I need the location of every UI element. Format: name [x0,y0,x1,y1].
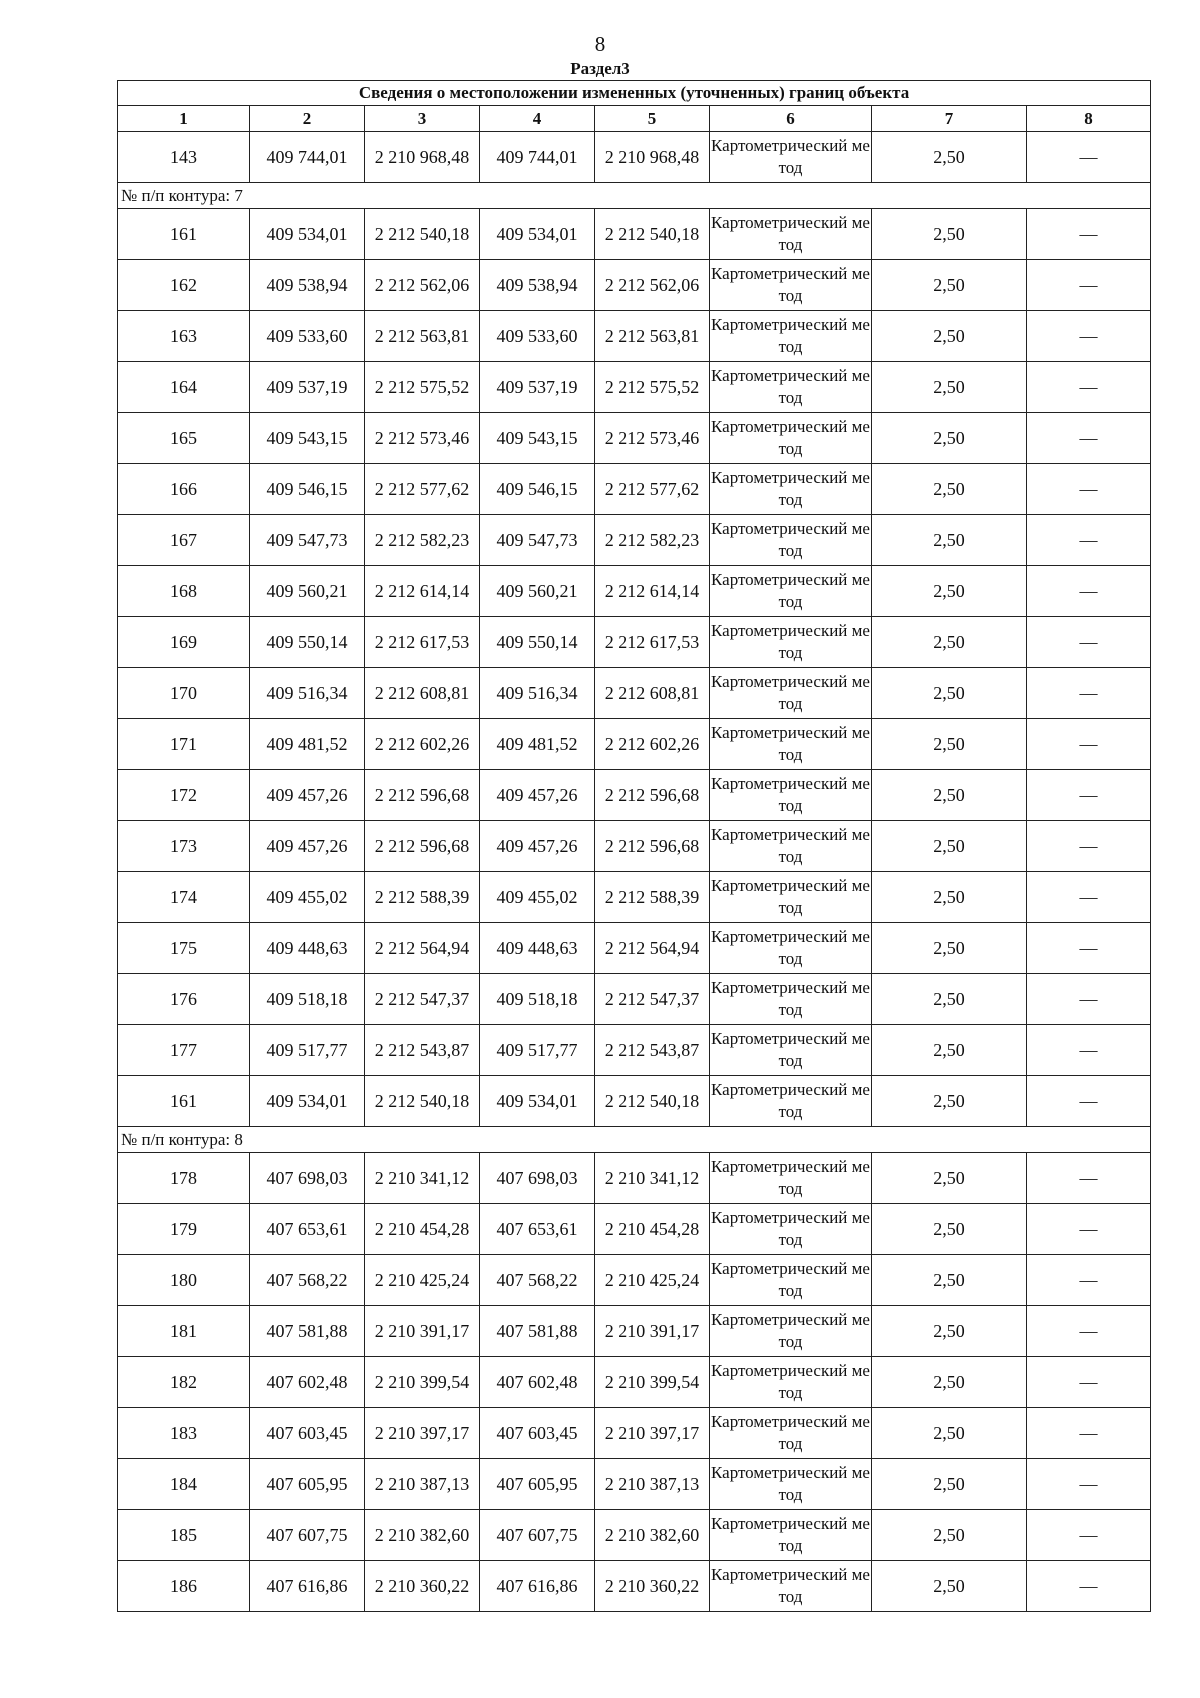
accuracy-cell: 2,50 [872,617,1027,668]
point-number-cell: 168 [118,566,250,617]
existing-y-cell: 2 210 387,13 [365,1459,480,1510]
table-row [118,1025,1151,1076]
method-cell: Картометрический метод [710,1306,872,1357]
accuracy-cell: 2,50 [872,413,1027,464]
note-cell: — [1027,923,1151,974]
existing-x-cell: 409 533,60 [250,311,365,362]
refined-x-cell: 407 616,86 [480,1561,595,1612]
note-cell: — [1027,1408,1151,1459]
method-cell: Картометрический метод [710,1025,872,1076]
accuracy-cell: 2,50 [872,1561,1027,1612]
note-cell: — [1027,132,1151,183]
note-cell: — [1027,1255,1151,1306]
existing-x-cell: 407 607,75 [250,1510,365,1561]
refined-y-cell: 2 210 968,48 [595,132,710,183]
note-cell: — [1027,515,1151,566]
point-number-cell: 181 [118,1306,250,1357]
existing-y-cell: 2 210 382,60 [365,1510,480,1561]
note-cell: — [1027,872,1151,923]
method-cell: Картометрический метод [710,260,872,311]
refined-y-cell: 2 212 588,39 [595,872,710,923]
point-number-cell: 179 [118,1204,250,1255]
refined-y-cell: 2 212 602,26 [595,719,710,770]
table-row [118,1153,1151,1204]
method-cell: Картометрический метод [710,1561,872,1612]
existing-x-cell: 407 605,95 [250,1459,365,1510]
existing-y-cell: 2 212 596,68 [365,821,480,872]
refined-x-cell: 409 448,63 [480,923,595,974]
refined-x-cell: 409 516,34 [480,668,595,719]
existing-y-cell: 2 212 614,14 [365,566,480,617]
point-number-cell: 163 [118,311,250,362]
method-cell: Картометрический метод [710,923,872,974]
point-number-cell: 164 [118,362,250,413]
note-cell: — [1027,1025,1151,1076]
refined-y-cell: 2 212 540,18 [595,209,710,260]
point-number-cell: 178 [118,1153,250,1204]
refined-x-cell: 409 547,73 [480,515,595,566]
refined-x-cell: 409 543,15 [480,413,595,464]
point-number-cell: 166 [118,464,250,515]
point-number-cell: 161 [118,1076,250,1127]
column-number-row [118,106,1151,132]
table-row [118,1510,1151,1561]
refined-x-cell: 409 560,21 [480,566,595,617]
contour-label-row [118,1127,1151,1153]
accuracy-cell: 2,50 [872,1204,1027,1255]
accuracy-cell: 2,50 [872,719,1027,770]
existing-x-cell: 407 653,61 [250,1204,365,1255]
point-number-cell: 143 [118,132,250,183]
table-row [118,821,1151,872]
refined-x-cell: 407 607,75 [480,1510,595,1561]
accuracy-cell: 2,50 [872,974,1027,1025]
existing-x-cell: 409 455,02 [250,872,365,923]
refined-x-cell: 409 537,19 [480,362,595,413]
existing-x-cell: 407 568,22 [250,1255,365,1306]
method-cell: Картометрический метод [710,515,872,566]
accuracy-cell: 2,50 [872,1459,1027,1510]
method-cell: Картометрический метод [710,1076,872,1127]
page-number: 8 [594,32,606,56]
refined-y-cell: 2 212 573,46 [595,413,710,464]
column-number-7: 7 [872,106,1027,132]
point-number-cell: 167 [118,515,250,566]
point-number-cell: 184 [118,1459,250,1510]
note-cell: — [1027,1076,1151,1127]
accuracy-cell: 2,50 [872,209,1027,260]
note-cell: — [1027,464,1151,515]
accuracy-cell: 2,50 [872,515,1027,566]
point-number-cell: 174 [118,872,250,923]
existing-x-cell: 409 516,34 [250,668,365,719]
table-body [118,132,1151,1612]
existing-y-cell: 2 210 454,28 [365,1204,480,1255]
table-row [118,1459,1151,1510]
note-cell: — [1027,566,1151,617]
method-cell: Картометрический метод [710,1255,872,1306]
table-row [118,1255,1151,1306]
existing-x-cell: 407 698,03 [250,1153,365,1204]
existing-y-cell: 2 210 397,17 [365,1408,480,1459]
existing-y-cell: 2 212 543,87 [365,1025,480,1076]
method-cell: Картометрический метод [710,974,872,1025]
note-cell: — [1027,1357,1151,1408]
method-cell: Картометрический метод [710,209,872,260]
table-row [118,923,1151,974]
refined-y-cell: 2 212 562,06 [595,260,710,311]
method-cell: Картометрический метод [710,1459,872,1510]
column-number-4: 4 [480,106,595,132]
point-number-cell: 175 [118,923,250,974]
refined-x-cell: 407 698,03 [480,1153,595,1204]
refined-y-cell: 2 212 582,23 [595,515,710,566]
existing-y-cell: 2 212 575,52 [365,362,480,413]
accuracy-cell: 2,50 [872,872,1027,923]
accuracy-cell: 2,50 [872,1306,1027,1357]
note-cell: — [1027,719,1151,770]
note-cell: — [1027,1306,1151,1357]
column-number-8: 8 [1027,106,1151,132]
note-cell: — [1027,260,1151,311]
note-cell: — [1027,668,1151,719]
method-cell: Картометрический метод [710,1510,872,1561]
existing-y-cell: 2 212 577,62 [365,464,480,515]
table-row [118,464,1151,515]
method-cell: Картометрический метод [710,719,872,770]
existing-y-cell: 2 212 540,18 [365,1076,480,1127]
refined-x-cell: 409 517,77 [480,1025,595,1076]
existing-x-cell: 407 581,88 [250,1306,365,1357]
point-number-cell: 180 [118,1255,250,1306]
refined-y-cell: 2 212 564,94 [595,923,710,974]
point-number-cell: 170 [118,668,250,719]
accuracy-cell: 2,50 [872,1510,1027,1561]
method-cell: Картометрический метод [710,770,872,821]
table-row [118,617,1151,668]
note-cell: — [1027,1204,1151,1255]
accuracy-cell: 2,50 [872,821,1027,872]
existing-x-cell: 407 603,45 [250,1408,365,1459]
note-cell: — [1027,974,1151,1025]
note-cell: — [1027,209,1151,260]
note-cell: — [1027,617,1151,668]
point-number-cell: 183 [118,1408,250,1459]
table-row [118,719,1151,770]
point-number-cell: 165 [118,413,250,464]
existing-x-cell: 409 744,01 [250,132,365,183]
refined-y-cell: 2 212 577,62 [595,464,710,515]
point-number-cell: 185 [118,1510,250,1561]
accuracy-cell: 2,50 [872,1025,1027,1076]
table-caption: Сведения о местоположении измененных (уточненных) границ объекта [118,81,1151,106]
existing-x-cell: 409 534,01 [250,1076,365,1127]
table-row [118,1306,1151,1357]
existing-x-cell: 409 543,15 [250,413,365,464]
existing-y-cell: 2 212 573,46 [365,413,480,464]
column-number-3: 3 [365,106,480,132]
note-cell: — [1027,362,1151,413]
accuracy-cell: 2,50 [872,260,1027,311]
point-number-cell: 186 [118,1561,250,1612]
note-cell: — [1027,413,1151,464]
method-cell: Картометрический метод [710,311,872,362]
refined-x-cell: 407 568,22 [480,1255,595,1306]
accuracy-cell: 2,50 [872,668,1027,719]
column-number-6: 6 [710,106,872,132]
refined-y-cell: 2 210 425,24 [595,1255,710,1306]
existing-x-cell: 409 550,14 [250,617,365,668]
refined-y-cell: 2 210 391,17 [595,1306,710,1357]
existing-y-cell: 2 212 588,39 [365,872,480,923]
accuracy-cell: 2,50 [872,464,1027,515]
point-number-cell: 171 [118,719,250,770]
method-cell: Картометрический метод [710,413,872,464]
table-caption-row [118,81,1151,106]
existing-x-cell: 409 537,19 [250,362,365,413]
existing-y-cell: 2 210 425,24 [365,1255,480,1306]
existing-y-cell: 2 212 582,23 [365,515,480,566]
refined-y-cell: 2 210 397,17 [595,1408,710,1459]
existing-x-cell: 409 518,18 [250,974,365,1025]
refined-y-cell: 2 210 454,28 [595,1204,710,1255]
existing-y-cell: 2 212 547,37 [365,974,480,1025]
refined-x-cell: 407 581,88 [480,1306,595,1357]
accuracy-cell: 2,50 [872,311,1027,362]
existing-y-cell: 2 212 608,81 [365,668,480,719]
existing-y-cell: 2 210 360,22 [365,1561,480,1612]
refined-y-cell: 2 210 341,12 [595,1153,710,1204]
contour-label: № п/п контура: 7 [118,183,1151,209]
method-cell: Картометрический метод [710,872,872,923]
refined-x-cell: 407 605,95 [480,1459,595,1510]
point-number-cell: 161 [118,209,250,260]
column-number-1: 1 [118,106,250,132]
accuracy-cell: 2,50 [872,770,1027,821]
refined-y-cell: 2 210 382,60 [595,1510,710,1561]
refined-x-cell: 407 603,45 [480,1408,595,1459]
refined-x-cell: 409 744,01 [480,132,595,183]
table-row [118,1076,1151,1127]
point-number-cell: 162 [118,260,250,311]
refined-y-cell: 2 210 399,54 [595,1357,710,1408]
method-cell: Картометрический метод [710,1204,872,1255]
accuracy-cell: 2,50 [872,1153,1027,1204]
existing-y-cell: 2 212 564,94 [365,923,480,974]
table-row [118,974,1151,1025]
refined-y-cell: 2 212 543,87 [595,1025,710,1076]
existing-x-cell: 409 560,21 [250,566,365,617]
table-row [118,668,1151,719]
refined-y-cell: 2 212 596,68 [595,821,710,872]
refined-y-cell: 2 212 596,68 [595,770,710,821]
contour-label-row [118,183,1151,209]
note-cell: — [1027,1459,1151,1510]
existing-x-cell: 409 457,26 [250,770,365,821]
method-cell: Картометрический метод [710,821,872,872]
existing-y-cell: 2 210 341,12 [365,1153,480,1204]
note-cell: — [1027,770,1151,821]
contour-label: № п/п контура: 8 [118,1127,1151,1153]
refined-x-cell: 409 533,60 [480,311,595,362]
accuracy-cell: 2,50 [872,1255,1027,1306]
column-number-5: 5 [595,106,710,132]
existing-x-cell: 409 534,01 [250,209,365,260]
refined-x-cell: 407 653,61 [480,1204,595,1255]
existing-y-cell: 2 212 596,68 [365,770,480,821]
existing-x-cell: 407 616,86 [250,1561,365,1612]
table-row [118,1204,1151,1255]
method-cell: Картометрический метод [710,132,872,183]
point-number-cell: 173 [118,821,250,872]
existing-x-cell: 409 538,94 [250,260,365,311]
accuracy-cell: 2,50 [872,1076,1027,1127]
point-number-cell: 177 [118,1025,250,1076]
table-row [118,311,1151,362]
existing-y-cell: 2 210 391,17 [365,1306,480,1357]
table-row [118,209,1151,260]
existing-x-cell: 409 457,26 [250,821,365,872]
refined-y-cell: 2 212 608,81 [595,668,710,719]
column-number-2: 2 [250,106,365,132]
table-row [118,566,1151,617]
existing-x-cell: 409 547,73 [250,515,365,566]
refined-y-cell: 2 212 614,14 [595,566,710,617]
coordinates-table [117,80,1151,1612]
accuracy-cell: 2,50 [872,132,1027,183]
existing-x-cell: 409 517,77 [250,1025,365,1076]
refined-y-cell: 2 210 387,13 [595,1459,710,1510]
table-row [118,260,1151,311]
existing-x-cell: 409 546,15 [250,464,365,515]
existing-y-cell: 2 212 602,26 [365,719,480,770]
point-number-cell: 176 [118,974,250,1025]
table-row [118,1561,1151,1612]
existing-y-cell: 2 212 617,53 [365,617,480,668]
table-row [118,770,1151,821]
refined-x-cell: 409 534,01 [480,1076,595,1127]
refined-x-cell: 409 457,26 [480,770,595,821]
existing-y-cell: 2 210 968,48 [365,132,480,183]
table-row [118,413,1151,464]
existing-x-cell: 409 481,52 [250,719,365,770]
refined-x-cell: 407 602,48 [480,1357,595,1408]
table-row [118,362,1151,413]
note-cell: — [1027,1510,1151,1561]
point-number-cell: 169 [118,617,250,668]
refined-y-cell: 2 212 540,18 [595,1076,710,1127]
refined-y-cell: 2 212 563,81 [595,311,710,362]
refined-y-cell: 2 212 547,37 [595,974,710,1025]
existing-y-cell: 2 212 562,06 [365,260,480,311]
refined-y-cell: 2 210 360,22 [595,1561,710,1612]
note-cell: — [1027,1561,1151,1612]
refined-x-cell: 409 457,26 [480,821,595,872]
refined-x-cell: 409 534,01 [480,209,595,260]
refined-x-cell: 409 546,15 [480,464,595,515]
accuracy-cell: 2,50 [872,923,1027,974]
table-row [118,132,1151,183]
existing-y-cell: 2 212 540,18 [365,209,480,260]
accuracy-cell: 2,50 [872,1357,1027,1408]
existing-y-cell: 2 212 563,81 [365,311,480,362]
note-cell: — [1027,821,1151,872]
existing-x-cell: 409 448,63 [250,923,365,974]
table-row [118,515,1151,566]
table-row [118,1357,1151,1408]
existing-x-cell: 407 602,48 [250,1357,365,1408]
note-cell: — [1027,311,1151,362]
table-row [118,872,1151,923]
refined-x-cell: 409 538,94 [480,260,595,311]
method-cell: Картометрический метод [710,617,872,668]
method-cell: Картометрический метод [710,566,872,617]
refined-x-cell: 409 550,14 [480,617,595,668]
accuracy-cell: 2,50 [872,566,1027,617]
refined-y-cell: 2 212 575,52 [595,362,710,413]
refined-y-cell: 2 212 617,53 [595,617,710,668]
refined-x-cell: 409 518,18 [480,974,595,1025]
existing-y-cell: 2 210 399,54 [365,1357,480,1408]
method-cell: Картометрический метод [710,1357,872,1408]
method-cell: Картометрический метод [710,464,872,515]
section-title: Раздел3 [570,59,630,78]
method-cell: Картометрический метод [710,1153,872,1204]
note-cell: — [1027,1153,1151,1204]
method-cell: Картометрический метод [710,362,872,413]
point-number-cell: 182 [118,1357,250,1408]
accuracy-cell: 2,50 [872,1408,1027,1459]
point-number-cell: 172 [118,770,250,821]
method-cell: Картометрический метод [710,668,872,719]
method-cell: Картометрический метод [710,1408,872,1459]
refined-x-cell: 409 455,02 [480,872,595,923]
accuracy-cell: 2,50 [872,362,1027,413]
refined-x-cell: 409 481,52 [480,719,595,770]
table-row [118,1408,1151,1459]
